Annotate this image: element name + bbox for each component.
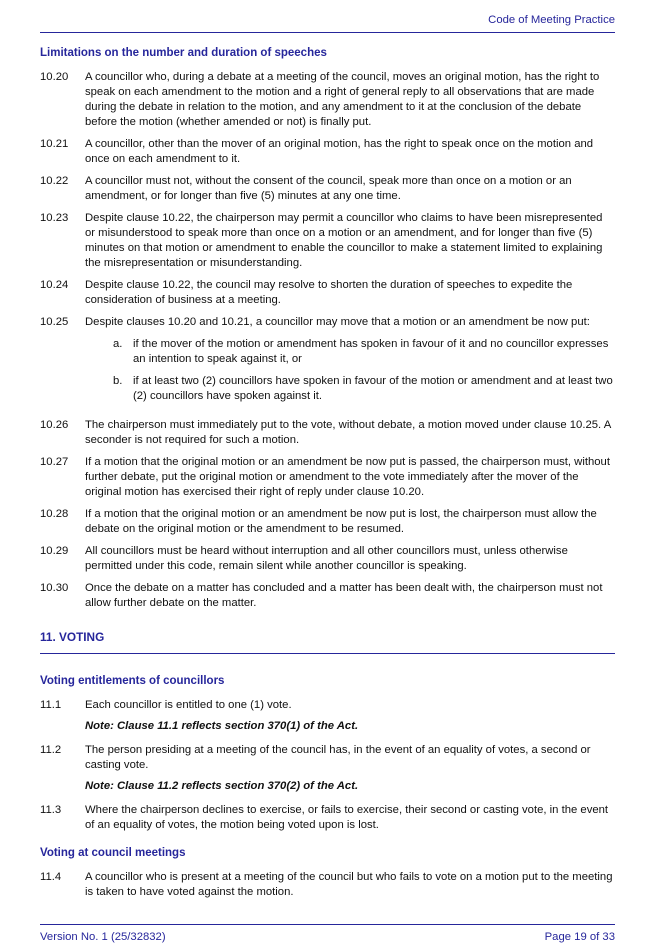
clause-10-25 — [40, 315, 615, 411]
clause-number: 11.2 — [40, 744, 62, 756]
clause-10-29 — [40, 544, 615, 574]
clause-text: A councillor, other than the mover of an original motion, has the right to speak once on the motion and once on each amendment to it. — [85, 138, 594, 165]
clause-number: 10.24 — [40, 279, 69, 291]
clause-number: 10.27 — [40, 456, 69, 468]
clause-11-4 — [40, 870, 615, 900]
clause-text: A councillor who is present at a meeting of the council but who fails to vote on a motion put to the meeting is taken to have voted against the motion. — [85, 871, 613, 898]
clause-11-3 — [40, 803, 615, 833]
clause-10-23 — [40, 211, 615, 271]
clause-number: 10.30 — [40, 582, 69, 594]
clause-body — [85, 315, 615, 411]
note-clause-11-1: Note: Clause 11.1 reflects section 370(1) of the Act. — [85, 720, 359, 732]
clause-text: If a motion that the original motion or an amendment be now put is passed, the chairperson must, without further debate, put the original motion or amendment to the vote immediately after the mover of the original motion has exercised their right of reply under clause 10.20. — [85, 456, 610, 498]
clause-10-26 — [40, 418, 615, 448]
clause-number: 10.21 — [40, 138, 69, 150]
clause-number: 10.25 — [40, 316, 69, 328]
heading-voting-entitlements: Voting entitlements of councillors — [40, 675, 225, 687]
clause-text: Despite clause 10.22, the chairperson may permit a councillor who claims to have been misrepresented or misunderstood to speak more than once on a motion or an amendment, and for longer than five (5) minutes on that motion or amendment to enable the councillor to make a statement limited to explaining the misrepresentation or misunderstanding. — [85, 212, 603, 269]
list-marker: a. — [113, 338, 123, 350]
clause-text: A councillor must not, without the consent of the council, speak more than once on a motion or an amendment, or for longer than five (5) minutes at any one time. — [85, 175, 572, 202]
clause-number: 10.29 — [40, 545, 69, 557]
clause-10-28 — [40, 507, 615, 537]
list-item-text: if at least two (2) councillors have spoken in favour of the motion or amendment and at least two (2) councillors have spoken against it. — [133, 375, 613, 402]
clause-number: 11.1 — [40, 699, 62, 711]
clause-10-21 — [40, 137, 615, 167]
clause-text: The chairperson must immediately put to the vote, without debate, a motion moved under clause 10.25. A seconder is not required for such a motion. — [85, 419, 611, 446]
clause-11-1 — [40, 698, 615, 713]
clause-text: If a motion that the original motion or an amendment be now put is lost, the chairperson must allow the debate on the original motion or the amendment to be resumed. — [85, 508, 597, 535]
clause-number: 10.20 — [40, 71, 69, 83]
heading-voting-at-meetings: Voting at council meetings — [40, 847, 186, 859]
clause-text: Despite clauses 10.20 and 10.21, a councillor may move that a motion or an amendment be now put: — [85, 316, 590, 328]
clause-text: The person presiding at a meeting of the council has, in the event of an equality of votes, a second or casting vote. — [85, 744, 591, 771]
heading-speech-limitations: Limitations on the number and duration of speeches — [40, 47, 327, 59]
footer-version: Version No. 1 (25/32832) — [40, 931, 166, 943]
clause-11-2 — [40, 743, 615, 773]
clause-10-22 — [40, 174, 615, 204]
clause-10-20 — [40, 70, 615, 130]
page-header — [40, 0, 615, 33]
clause-number: 11.4 — [40, 871, 62, 883]
list-item-text: if the mover of the motion or amendment has spoken in favour of it and no councillor expresses an intention to speak against it, or — [133, 338, 609, 365]
header-title: Code of Meeting Practice — [488, 14, 615, 26]
clause-number: 10.23 — [40, 212, 69, 224]
clause-text: Each councillor is entitled to one (1) vote. — [85, 699, 292, 711]
note-clause-11-2: Note: Clause 11.2 reflects section 370(2) of the Act. — [85, 780, 359, 792]
clause-number: 11.3 — [40, 804, 62, 816]
page-footer — [40, 924, 615, 945]
clause-text: A councillor who, during a debate at a meeting of the council, moves an original motion, has the right to speak on each amendment to the motion and a right of general reply to all observations that are made during the debate in relation to the motion, and any amendment to it at the conclusion of the debate before the motion (whether amended or not) is finally put. — [85, 71, 600, 128]
clause-10-27 — [40, 455, 615, 500]
clause-10-30 — [40, 581, 615, 611]
clause-10-24 — [40, 278, 615, 308]
clause-text: Despite clause 10.22, the council may resolve to shorten the duration of speeches to expedite the consideration of business at a meeting. — [85, 279, 573, 306]
clause-text: All councillors must be heard without interruption and all other councillors must, unless otherwise permitted under this code, remain silent while another councillor is speaking. — [85, 545, 568, 572]
clause-text: Where the chairperson declines to exercise, or fails to exercise, their second or casting vote, in the event of an equality of votes, the motion being voted upon is lost. — [85, 804, 609, 831]
clause-number: 10.26 — [40, 419, 69, 431]
section-title-voting: 11. VOTING — [40, 630, 615, 654]
list-item-a — [113, 337, 615, 367]
clause-text: Once the debate on a matter has concluded and a matter has been dealt with, the chairperson must not allow further debate on the matter. — [85, 582, 603, 609]
list-item-b — [113, 374, 615, 404]
footer-page-number: Page 19 of 33 — [544, 931, 615, 943]
clause-number: 10.22 — [40, 175, 69, 187]
clause-number: 10.28 — [40, 508, 69, 520]
list-marker: b. — [113, 375, 123, 387]
